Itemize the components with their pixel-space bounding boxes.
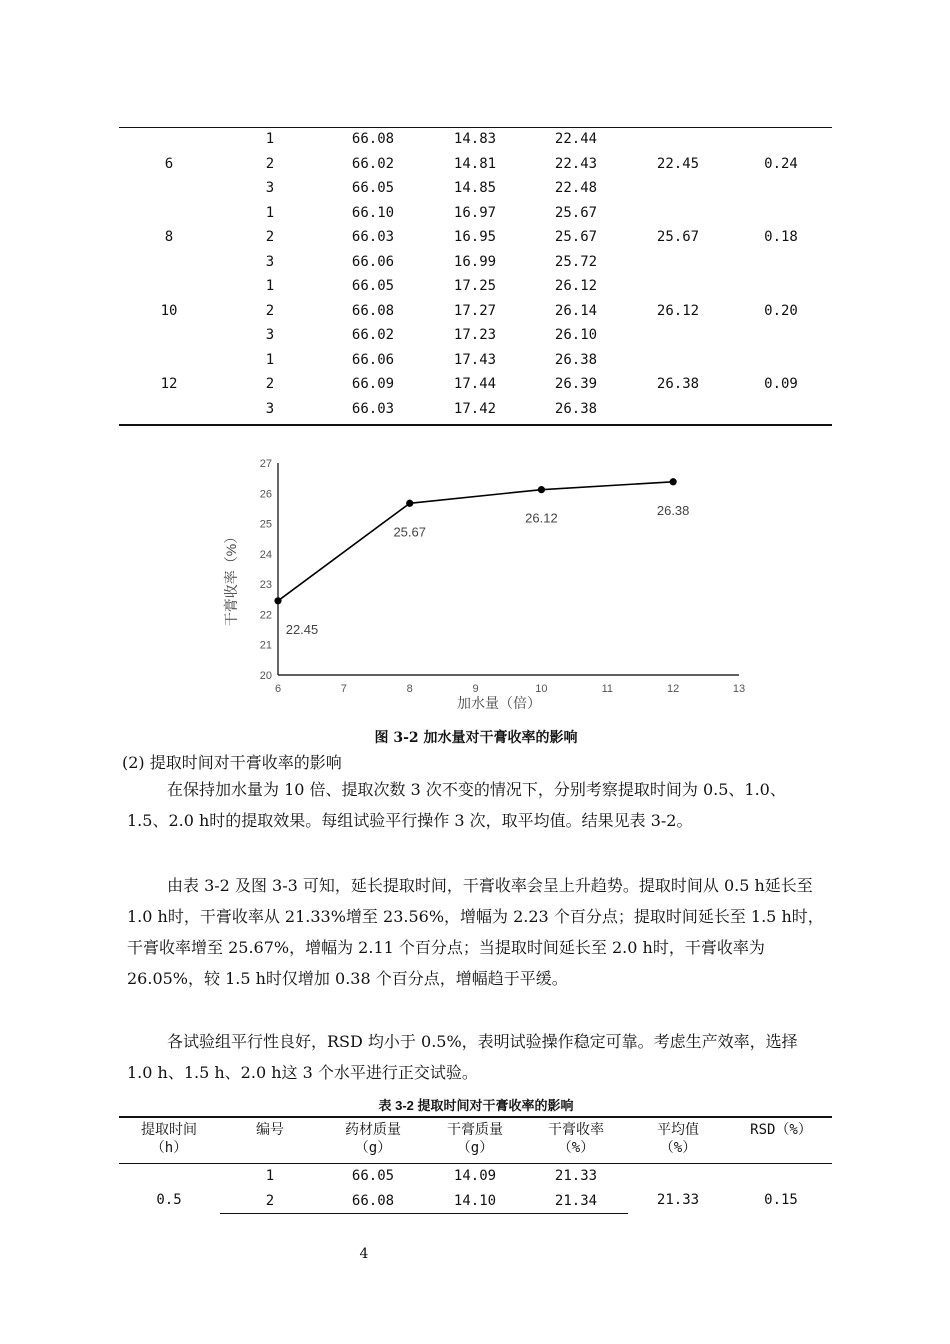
time-level-cell: 0.5: [156, 1192, 182, 1208]
rsd-cell: 0.18: [764, 229, 798, 245]
table-cell: 16.99: [453, 253, 497, 270]
table-cell: 2: [265, 1192, 275, 1209]
paragraph-2-text: 由表 3-2 及图 3-3 可知，延长提取时间，干膏收率会呈上升趋势。提取时间从 0.5 h延长至 1.0 h时，干膏收率从 21.33%增至 23.56%，增幅为 2.23 个百分点；提取时间延长至 1.5 h时，干膏收率增至 25.67%，增幅为 2.11 个百分点；当提取时间延长至 2.0 h时，干膏收率为 26.05%，较 1.5 h时仅增加 0.38 个百分点，增幅趋于平缓。: [127, 876, 824, 988]
paragraph-2: [127, 870, 827, 994]
data-label: 26.12: [525, 510, 558, 526]
table-2-top-rule: [119, 1116, 832, 1118]
table-cell: 14.83: [453, 131, 497, 147]
water-ratio-cell: 12: [160, 376, 178, 392]
table-2-header-unit: （%）: [659, 1140, 697, 1156]
table-2-header: 干膏收率: [548, 1122, 604, 1138]
data-label: 22.45: [285, 621, 319, 637]
table-cell: 22.44: [554, 131, 598, 147]
table-2-header: 编号: [256, 1122, 284, 1138]
table-2-header: RSD（%）: [750, 1122, 812, 1138]
table-2-header-unit: （g）: [456, 1140, 494, 1156]
mean-cell: 21.33: [656, 1192, 700, 1208]
chart-x-axis-label: 加水量（倍）: [457, 695, 541, 711]
table-cell: 66.03: [351, 400, 395, 417]
table-cell: 66.02: [351, 155, 395, 172]
mean-cell: 26.12: [656, 302, 700, 319]
table-cell: 17.44: [453, 376, 497, 392]
table-cell: 66.06: [351, 253, 395, 270]
table-cell: 16.97: [453, 204, 497, 221]
table-cell: 26.10: [554, 327, 598, 343]
mean-cell: 22.45: [656, 155, 700, 172]
water-ratio-cell: 8: [164, 229, 174, 245]
table-2-header: 药材质量: [345, 1122, 401, 1138]
table-cell: 3: [265, 180, 275, 196]
data-label: 25.67: [393, 524, 426, 540]
paragraph-3: [127, 1026, 827, 1088]
x-tick-label: 9: [472, 683, 479, 695]
table-cell: 3: [265, 253, 275, 270]
x-tick-label: 6: [274, 683, 282, 695]
chart-axes: [278, 463, 739, 675]
water-ratio-cell: 10: [160, 302, 178, 319]
table-cell: 21.34: [554, 1192, 598, 1209]
table-2-header: 干膏质量: [447, 1122, 503, 1138]
table-cell: 14.81: [453, 155, 497, 172]
table-cell: 25.67: [554, 229, 598, 245]
table-cell: 25.67: [554, 204, 598, 221]
table-2-header-unit: （g）: [354, 1140, 392, 1156]
rsd-cell: 0.24: [764, 155, 798, 172]
table-cell: 22.48: [554, 180, 598, 196]
yield-line-chart: [200, 450, 780, 720]
table-cell: 14.85: [453, 180, 497, 196]
table-cell: 2: [265, 155, 275, 172]
table-cell: 14.09: [453, 1168, 497, 1184]
table-2-header: 平均值: [657, 1122, 699, 1138]
table-cell: 66.08: [351, 131, 395, 147]
table-2-header-rule: [119, 1163, 832, 1164]
rsd-cell: 0.15: [764, 1192, 798, 1208]
paragraph-3-text: 各试验组平行性良好，RSD 均小于 0.5%，表明试验操作稳定可靠。考虑生产效率，选择 1.0 h、1.5 h、2.0 h这 3 个水平进行正交试验。: [127, 1032, 798, 1082]
table-cell: 26.38: [554, 400, 598, 417]
data-point: [274, 597, 281, 604]
x-tick-label: 11: [601, 683, 613, 695]
table-cell: 26.12: [554, 278, 598, 294]
table-cell: 21.33: [554, 1168, 598, 1184]
data-point: [670, 478, 677, 485]
table-cell: 3: [265, 327, 275, 343]
paragraph-1: [127, 774, 827, 836]
table-cell: 2: [265, 229, 275, 245]
chart-y-axis-label: 干膏收率（%）: [223, 529, 239, 627]
table-cell: 26.39: [554, 376, 598, 392]
table-cell: 66.08: [351, 302, 395, 319]
table-cell: 16.95: [453, 229, 497, 245]
page-number: 4: [359, 1246, 369, 1262]
series-line: [278, 482, 673, 601]
table-bottom-rule: [119, 424, 832, 426]
table-cell: 25.72: [554, 253, 598, 270]
table-2-partial-rule: [220, 1213, 628, 1214]
x-tick-label: 10: [535, 683, 548, 695]
y-tick-label: 25: [259, 518, 272, 531]
rsd-cell: 0.09: [764, 376, 798, 392]
table-cell: 3: [265, 400, 275, 417]
table-cell: 1: [265, 351, 275, 368]
rsd-cell: 0.20: [764, 302, 798, 319]
mean-cell: 25.67: [656, 229, 700, 245]
table-cell: 26.14: [554, 302, 598, 319]
x-tick-label: 8: [406, 683, 413, 695]
table-2-header-unit: （h）: [150, 1140, 188, 1156]
table-cell: 66.06: [351, 351, 395, 368]
y-tick-label: 21: [259, 639, 272, 652]
chart-series: [274, 478, 689, 637]
data-point: [406, 500, 413, 507]
table-cell: 17.42: [453, 400, 497, 417]
table-cell: 1: [265, 131, 275, 147]
table-cell: 66.03: [351, 229, 395, 245]
table-cell: 17.27: [453, 302, 497, 319]
y-tick-label: 24: [259, 548, 272, 561]
table-cell: 66.05: [351, 1168, 395, 1184]
table-cell: 2: [265, 376, 275, 392]
table-cell: 14.10: [453, 1192, 497, 1209]
table-cell: 17.43: [453, 351, 497, 368]
x-tick-label: 7: [340, 683, 347, 695]
table-cell: 66.08: [351, 1192, 395, 1209]
table-cell: 22.43: [554, 155, 598, 172]
table-cell: 1: [265, 278, 275, 294]
x-tick-label: 13: [732, 683, 746, 695]
water-ratio-cell: 6: [164, 155, 174, 172]
table-cell: 26.38: [554, 351, 598, 368]
figure-caption: 图 3-2 加水量对干膏收率的影响: [374, 730, 578, 746]
data-label: 26.38: [656, 502, 690, 518]
x-tick-label: 12: [667, 683, 680, 695]
paragraph-1-text: 在保持加水量为 10 倍、提取次数 3 次不变的情况下，分别考察提取时间为 0.5、1.0、1.5、2.0 h时的提取效果。每组试验平行操作 3 次，取平均值。结果见表 3-2。: [127, 780, 786, 830]
table-top-rule: [119, 127, 832, 128]
y-tick-label: 27: [259, 458, 272, 470]
table-cell: 1: [265, 204, 275, 221]
table-cell: 66.09: [351, 376, 395, 392]
table-cell: 66.02: [351, 327, 395, 343]
table-cell: 17.23: [453, 327, 497, 343]
section-heading: (2) 提取时间对干膏收率的影响: [122, 753, 342, 772]
table-cell: 17.25: [453, 278, 497, 294]
table-cell: 66.10: [351, 204, 395, 221]
table-cell: 66.05: [351, 278, 395, 294]
mean-cell: 26.38: [656, 376, 700, 392]
table-2-header: 提取时间: [141, 1122, 197, 1138]
table-2-header-unit: （%）: [557, 1140, 595, 1156]
table-cell: 1: [265, 1168, 275, 1184]
table-cell: 2: [265, 302, 275, 319]
y-tick-label: 20: [259, 670, 272, 682]
table-2-caption: 表 3-2 提取时间对干膏收率的影响: [378, 1098, 574, 1113]
data-point: [538, 486, 545, 493]
y-tick-label: 23: [259, 579, 272, 592]
y-tick-label: 26: [259, 488, 272, 501]
table-cell: 66.05: [351, 180, 395, 196]
y-tick-label: 22: [259, 609, 272, 622]
